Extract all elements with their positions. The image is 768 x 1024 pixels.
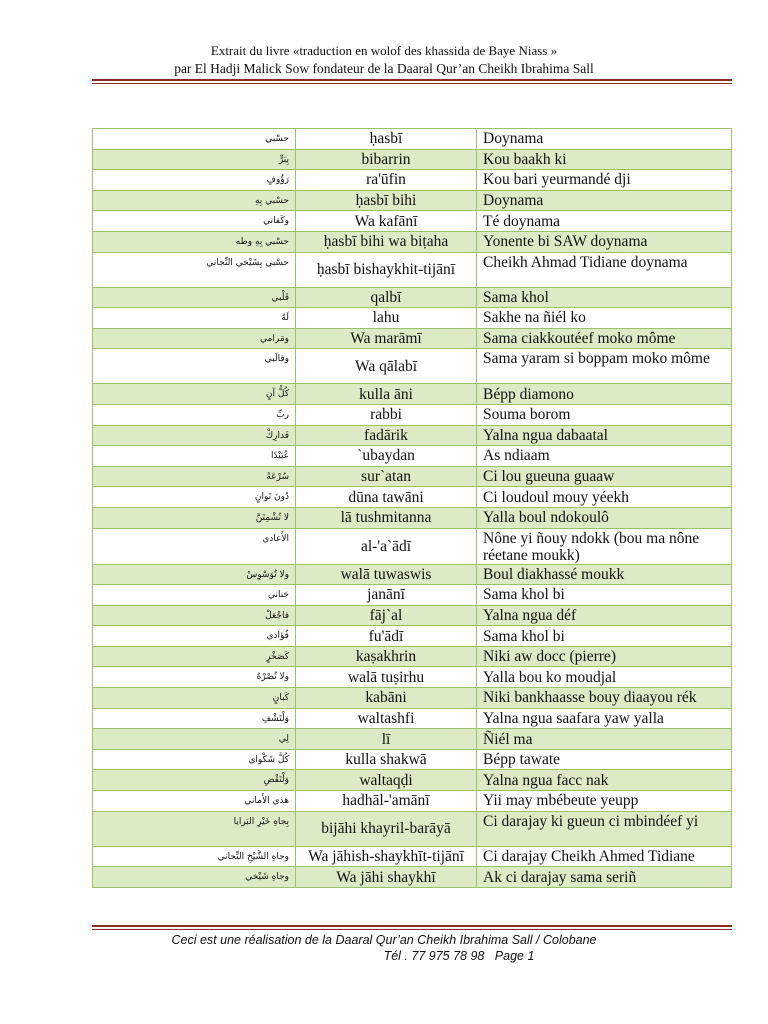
arabic-cell: وقالَبي (93, 349, 296, 384)
table-row (93, 667, 732, 688)
wolof-cell: Ci loudoul mouy yéekh (477, 487, 732, 508)
arabic-cell: حسْبي بِشَيْخي التِّجاني (93, 252, 296, 287)
arabic-cell: بِجاهِ خَيْرِ البَرايا (93, 811, 296, 846)
table-row (93, 770, 732, 791)
transliteration-cell: Wa qālabī (296, 349, 477, 384)
wolof-cell: Yalla bou ko moudjal (477, 667, 732, 688)
table-row (93, 231, 732, 252)
footer-tel: Tél . 77 975 78 98 (383, 949, 485, 963)
wolof-cell: Ci lou gueuna guaaw (477, 466, 732, 487)
table-row (93, 749, 732, 770)
arabic-cell: الأَعادي (93, 528, 296, 564)
table-row (93, 564, 732, 585)
transliteration-cell: ḥasbī bihi wa biṭaha (296, 231, 477, 252)
wolof-cell: Yii may mbébeute yeupp (477, 791, 732, 812)
wolof-cell: Ak ci darajay sama seriñ (477, 867, 732, 888)
wolof-cell: Doynama (477, 129, 732, 150)
arabic-cell: ربِّ (93, 404, 296, 425)
wolof-cell: Souma borom (477, 404, 732, 425)
table-row (93, 425, 732, 446)
transliteration-cell: fāj`al (296, 605, 477, 626)
arabic-cell: رَؤُوفٍ (93, 170, 296, 191)
table-row (93, 190, 732, 211)
transliteration-cell: al-'a`ādī (296, 528, 477, 564)
wolof-cell: Yalna ngua saafara yaw yalla (477, 708, 732, 729)
transliteration-cell: lī (296, 729, 477, 750)
table-row (93, 384, 732, 405)
transliteration-cell: ḥasbī bishaykhit-tijānī (296, 252, 477, 287)
arabic-cell: كَبانٍ (93, 688, 296, 709)
table-row (93, 149, 732, 170)
table-row (93, 404, 732, 425)
table-row (93, 507, 732, 528)
table-row (93, 528, 732, 564)
arabic-cell: ومَرامي (93, 328, 296, 349)
transliteration-cell: lahu (296, 308, 477, 329)
arabic-cell: وَلْتَشْفِ (93, 708, 296, 729)
transliteration-cell: sur`atan (296, 466, 477, 487)
transliteration-cell: bibarrin (296, 149, 477, 170)
arabic-cell: كُلَّ شَكْواي (93, 749, 296, 770)
wolof-cell: Boul diakhassé moukk (477, 564, 732, 585)
transliteration-cell: lā tushmitanna (296, 507, 477, 528)
arabic-cell: حسْبي (93, 129, 296, 150)
transliteration-cell: walā tuwaswis (296, 564, 477, 585)
wolof-cell: Sama khol bi (477, 626, 732, 647)
transliteration-cell: ḥasbī bihi (296, 190, 477, 211)
arabic-cell: فَدارِكْ (93, 425, 296, 446)
table-row (93, 287, 732, 308)
arabic-cell: كَصَخْرٍ (93, 646, 296, 667)
wolof-cell: Sakhe na ñiél ko (477, 308, 732, 329)
arabic-cell: وجاهِ الشَّيْخِ التِّجاني (93, 846, 296, 867)
table-row (93, 487, 732, 508)
transliteration-cell: rabbi (296, 404, 477, 425)
header-author: par El Hadji Malick Sow fondateur de la Daaral Qur’an Cheikh Ibrahima Sall (174, 61, 594, 76)
arabic-cell: كُلُّ آنٍ (93, 384, 296, 405)
arabic-cell: عُبَيْدًا (93, 446, 296, 467)
wolof-cell: Ñiél ma (477, 729, 732, 750)
table-row (93, 688, 732, 709)
transliteration-cell: fadārik (296, 425, 477, 446)
transliteration-cell: Wa kafānī (296, 211, 477, 232)
arabic-cell: حسْبي بِهِ (93, 190, 296, 211)
wolof-cell: Sama khol bi (477, 585, 732, 606)
wolof-cell: Yalla boul ndokoulô (477, 507, 732, 528)
transliteration-cell: ḥasbī (296, 129, 477, 150)
transliteration-cell: kaṣakhrin (296, 646, 477, 667)
table-row (93, 170, 732, 191)
transliteration-cell: Wa jāhish-shaykhīt-tijānī (296, 846, 477, 867)
table-row (93, 129, 732, 150)
transliteration-cell: janānī (296, 585, 477, 606)
table-row (93, 605, 732, 626)
table-row (93, 252, 732, 287)
header-title: Extrait du livre «traduction en wolof des khassida de Baye Niass » (210, 43, 558, 58)
table-row (93, 729, 732, 750)
wolof-cell: Niki bankhaasse bouy diaayou rék (477, 688, 732, 709)
wolof-cell: Yalna ngua dabaatal (477, 425, 732, 446)
arabic-cell: فاجْعَلْ (93, 605, 296, 626)
arabic-cell: جَناني (93, 585, 296, 606)
wolof-cell: Sama khol (477, 287, 732, 308)
wolof-cell: Té doynama (477, 211, 732, 232)
arabic-cell: هذي الأَماني (93, 791, 296, 812)
transliteration-cell: qalbī (296, 287, 477, 308)
wolof-cell: Sama yaram si boppam moko môme (477, 349, 732, 384)
wolof-cell: Yalna ngua facc nak (477, 770, 732, 791)
table-row (93, 308, 732, 329)
transliteration-cell: waltashfi (296, 708, 477, 729)
wolof-cell: As ndiaam (477, 446, 732, 467)
wolof-cell: Yonente bi SAW doynama (477, 231, 732, 252)
arabic-cell: ولا تُصْرْهُ (93, 667, 296, 688)
arabic-cell: وكَفاني (93, 211, 296, 232)
arabic-cell: لِي (93, 729, 296, 750)
table-row (93, 867, 732, 888)
transliteration-cell: Wa marāmī (296, 328, 477, 349)
transliteration-cell: kabāni (296, 688, 477, 709)
transliteration-cell: bijāhi khayril-barāyā (296, 811, 477, 846)
transliteration-cell: dūna tawāni (296, 487, 477, 508)
footer-credit: Ceci est une réalisation de la Daaral Qur’an Cheikh Ibrahima Sall / Colobane (171, 933, 597, 947)
arabic-cell: بِبَرٍّ (93, 149, 296, 170)
table-row (93, 811, 732, 846)
wolof-cell: Yalna ngua déf (477, 605, 732, 626)
header-divider (92, 79, 732, 84)
table-row (93, 466, 732, 487)
wolof-cell: Cheikh Ahmad Tidiane doynama (477, 252, 732, 287)
transliteration-cell: `ubaydan (296, 446, 477, 467)
wolof-cell: Kou bari yeurmandé dji (477, 170, 732, 191)
table-row (93, 585, 732, 606)
wolof-cell: Sama ciakkoutéef moko môme (477, 328, 732, 349)
arabic-cell: وجاهِ شَيْخي (93, 867, 296, 888)
transliteration-cell: kulla shakwā (296, 749, 477, 770)
transliteration-cell: fu'ādī (296, 626, 477, 647)
arabic-cell: لَهُ (93, 308, 296, 329)
table-row (93, 626, 732, 647)
wolof-cell: Ci darajay ki gueun ci mbindéef yi (477, 811, 732, 846)
table-row (93, 846, 732, 867)
wolof-cell: Nône yi ñouy ndokk (bou ma nône réetane moukk) (477, 528, 732, 564)
arabic-cell: حسْبي بِهِ وطه (93, 231, 296, 252)
transliteration-cell: waltaqḍi (296, 770, 477, 791)
transliteration-cell: hadhāl-'amānī (296, 791, 477, 812)
arabic-cell: قَلْبي (93, 287, 296, 308)
arabic-cell: وَلْتَقْضِ (93, 770, 296, 791)
page-footer (0, 932, 768, 964)
transliteration-cell: kulla āni (296, 384, 477, 405)
table-row (93, 446, 732, 467)
table-row (93, 646, 732, 667)
table-row (93, 211, 732, 232)
page-number: Page 1 (494, 949, 535, 963)
transliteration-cell: walā tuṣirhu (296, 667, 477, 688)
arabic-cell: فُؤادي (93, 626, 296, 647)
wolof-cell: Doynama (477, 190, 732, 211)
footer-contact (0, 948, 768, 964)
arabic-cell: لا تُشْمِتَنَّ (93, 507, 296, 528)
table-row (93, 708, 732, 729)
glossary-table (92, 128, 732, 888)
wolof-cell: Bépp diamono (477, 384, 732, 405)
table-row (93, 791, 732, 812)
wolof-cell: Niki aw docc (pierre) (477, 646, 732, 667)
page-header (0, 42, 768, 78)
transliteration-cell: Wa jāhi shaykhī (296, 867, 477, 888)
wolof-cell: Bépp tawate (477, 749, 732, 770)
arabic-cell: ولا تُوَسْوِسْ (93, 564, 296, 585)
arabic-cell: سُرْعَةً (93, 466, 296, 487)
arabic-cell: دُونَ تَوانٍ (93, 487, 296, 508)
footer-divider (92, 925, 732, 930)
table-row (93, 328, 732, 349)
table-row (93, 349, 732, 384)
wolof-cell: Kou baakh ki (477, 149, 732, 170)
transliteration-cell: ra'ūfin (296, 170, 477, 191)
wolof-cell: Ci darajay Cheikh Ahmed Tidiane (477, 846, 732, 867)
